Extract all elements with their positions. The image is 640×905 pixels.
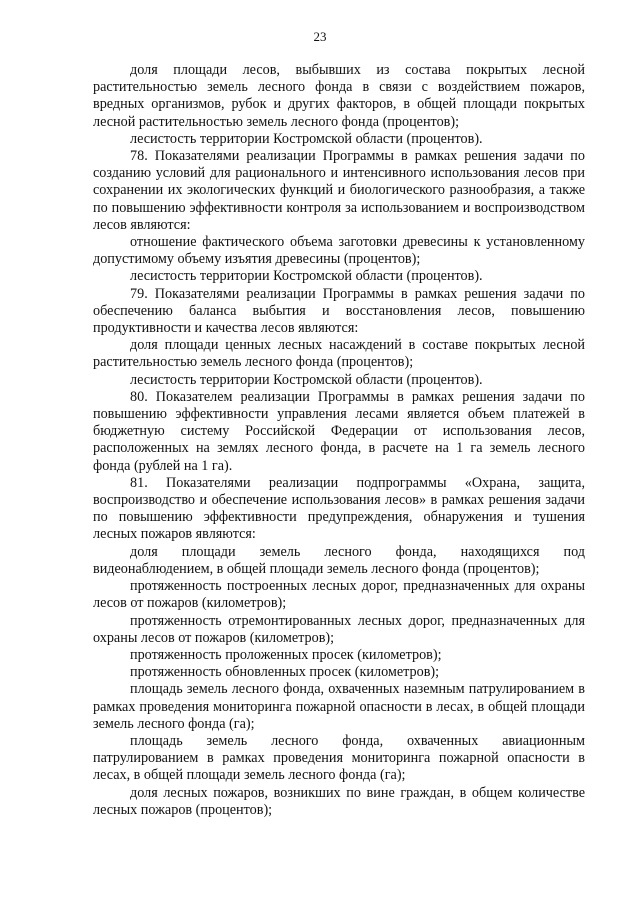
paragraph: доля площади земель лесного фонда, находящихся под видеонаблюдением, в общей площади земель лесного фонда (процентов); [93,543,585,577]
paragraph: лесистость территории Костромской области (процентов). [130,268,483,285]
paragraph: площадь земель лесного фонда, охваченных авиационным патрулированием в рамках проведения мониторинга пожарной опасности в лесах, в общей площади земель лесного фонда (га); [93,732,585,784]
paragraph-item-78: 78. Показателями реализации Программы в рамках решения задачи по созданию условий для рационального и интенсивного использования лесов при сохранении их экологических функций и биологического разнообразия, а также по повышению эффективности контроля за использованием и воспроизводством лесов являются: [93,148,585,233]
document-body [93,62,585,819]
paragraph: протяженность отремонтированных лесных дорог, предназначенных для охраны лесов от пожаров (километров); [93,612,585,646]
paragraph: доля площади лесов, выбывших из состава покрытых лесной растительностью земель лесного фонда в связи с воздействием пожаров, вредных организмов, рубок и других факторов, в общей площади покрытых лесной растительностью земель лесного фонда (процентов); [93,62,585,130]
paragraph: лесистость территории Костромской области (процентов). [130,371,483,388]
paragraph: отношение фактического объема заготовки древесины к установленному допустимому объему изъятия древесины (процентов); [93,234,585,268]
paragraph: площадь земель лесного фонда, охваченных наземным патрулированием в рамках проведения мониторинга пожарной опасности в лесах, в общей площади земель лесного фонда (га); [93,681,585,732]
paragraph: доля площади ценных лесных насаждений в составе покрытых лесной растительностью земель лесного фонда (процентов); [93,337,585,371]
paragraph-item-81: 81. Показателями реализации подпрограммы «Охрана, защита, воспроизводство и обеспечение использования лесов» в рамках решения задачи по повышению эффективности предупреждения, обнаружения и тушения лесных пожаров являются: [93,474,585,543]
paragraph: протяженность построенных лесных дорог, предназначенных для охраны лесов от пожаров (километров); [93,578,585,612]
paragraph-item-80: 80. Показателем реализации Программы в рамках решения задачи по повышению эффективности управления лесами является объем платежей в бюджетную систему Российской Федерации от использования лесов, расположенных на землях лесного фонда, в расчете на 1 га земель лесного фонда (рублей на 1 га). [93,388,585,474]
paragraph: лесистость территории Костромской области (процентов). [130,130,483,147]
page-number: 23 [313,29,327,44]
paragraph: доля лесных пожаров, возникших по вине граждан, в общем количестве лесных пожаров (процентов); [93,784,585,818]
paragraph: протяженность обновленных просек (километров); [130,664,440,681]
paragraph: протяженность проложенных просек (километров); [130,646,442,663]
paragraph-item-79: 79. Показателями реализации Программы в рамках решения задачи по обеспечению баланса выбытия и восстановления лесов, повышению продуктивности и качества лесов являются: [93,285,585,337]
